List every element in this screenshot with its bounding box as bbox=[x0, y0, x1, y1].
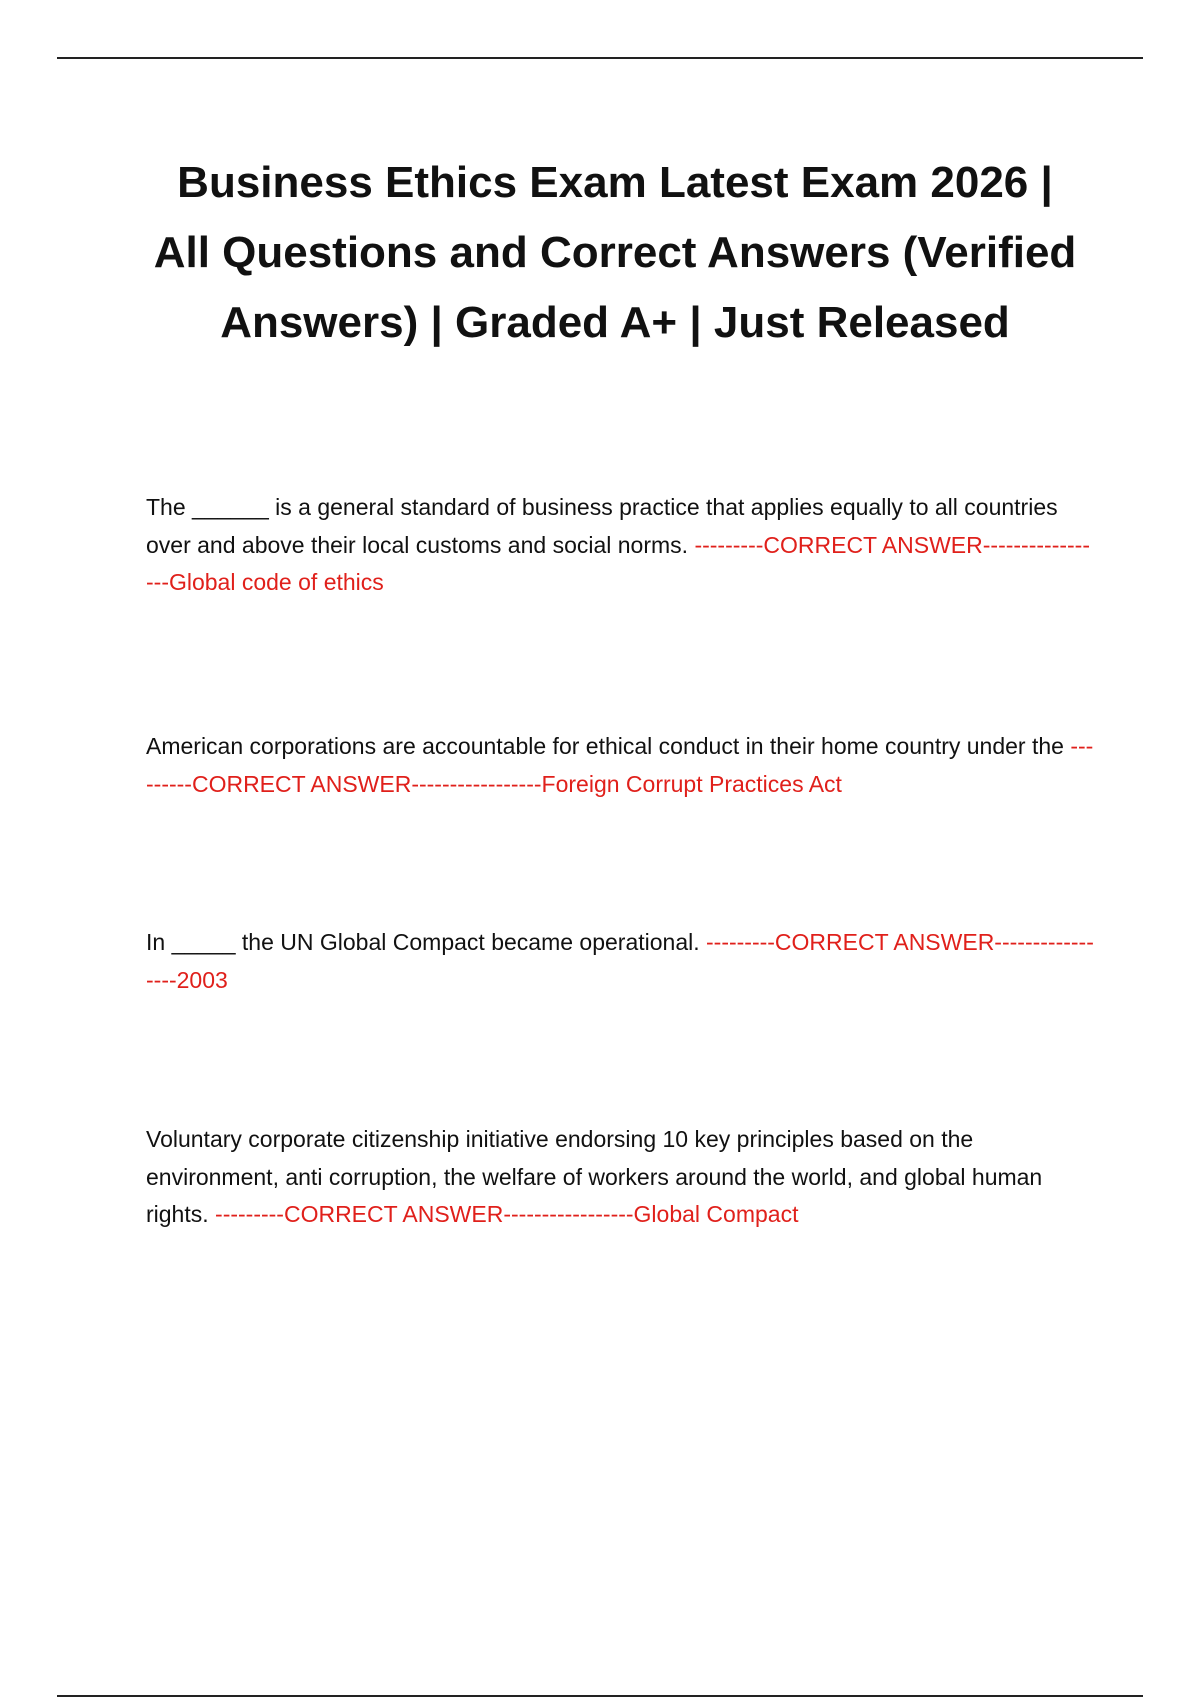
top-rule bbox=[57, 57, 1143, 59]
correct-answer: ---------CORRECT ANSWER-----------------2003 bbox=[146, 929, 1094, 993]
qa-item-2 bbox=[146, 728, 1096, 803]
qa-item-3 bbox=[146, 924, 1096, 999]
document-title: Business Ethics Exam Latest Exam 2026 | All Questions and Correct Answers (Verified Answers) | Graded A+ | Just Released bbox=[153, 158, 1077, 347]
question-text: The ______ is a general standard of business practice that applies equally to all countries over and above their local customs and social norms. bbox=[146, 494, 1058, 558]
bottom-rule bbox=[57, 1695, 1143, 1697]
correct-answer: ---------CORRECT ANSWER-----------------Global Compact bbox=[215, 1201, 799, 1227]
qa-item-4 bbox=[146, 1121, 1096, 1234]
qa-item-1 bbox=[146, 489, 1096, 602]
question-text: In _____ the UN Global Compact became operational. bbox=[146, 929, 706, 955]
correct-answer: ---------CORRECT ANSWER-----------------Foreign Corrupt Practices Act bbox=[146, 733, 1094, 797]
question-text: American corporations are accountable for ethical conduct in their home country under the bbox=[146, 733, 1071, 759]
question-text: Voluntary corporate citizenship initiative endorsing 10 key principles based on the environment, anti corruption, the welfare of workers around the world, and global human rights. bbox=[146, 1126, 1043, 1227]
correct-answer: ---------CORRECT ANSWER-----------------Global code of ethics bbox=[146, 531, 1090, 595]
